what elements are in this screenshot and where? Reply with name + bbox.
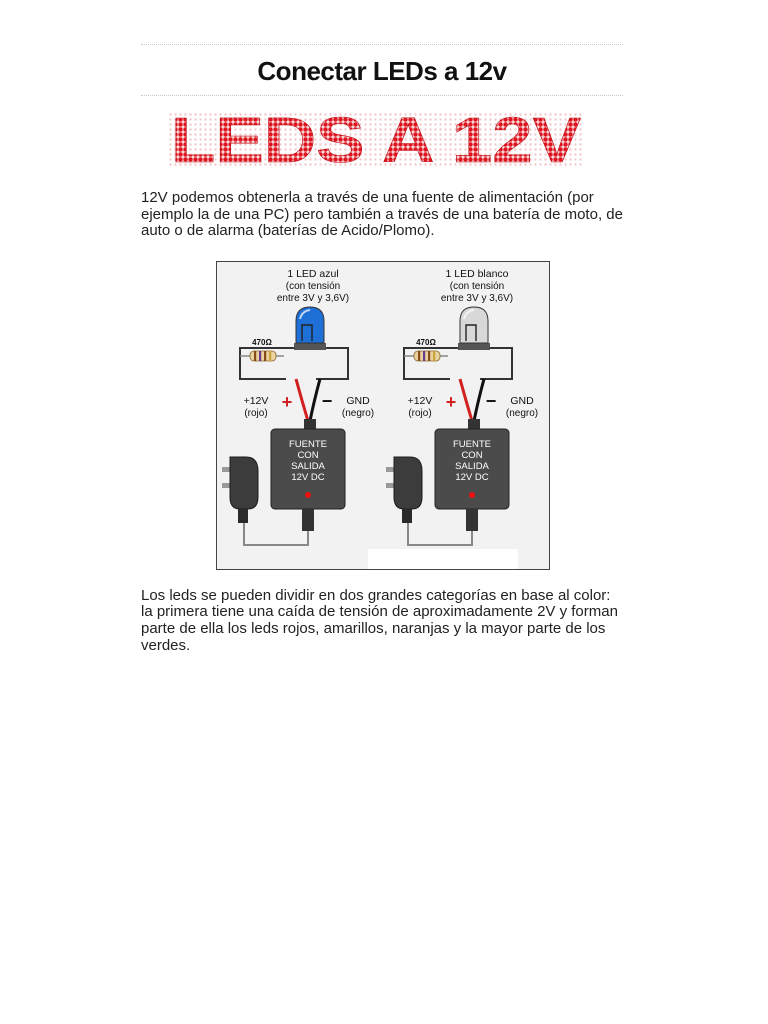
gnd-color-label: (negro) [341,407,375,419]
psu-label: FUENTE [453,438,491,450]
psu-label: FUENTE [289,438,327,450]
plus-12v-label: +12V [243,394,269,407]
plus-sign: + [281,391,293,412]
psu-indicator-led [305,492,311,498]
resistor-icon [250,351,276,361]
plus-sign: + [445,391,457,412]
led-title-label: 1 LED blanco [445,267,509,280]
gnd-label: GND [346,394,370,407]
gnd-color-label: (negro) [505,407,539,419]
resistor-icon [414,351,440,361]
document-page [141,0,623,654]
title-rule-bottom [141,95,623,96]
psu-label: CON [461,449,483,461]
led-icon [294,307,326,350]
page-title: Conectar LEDs a 12v [257,56,507,86]
gnd-label: GND [510,394,534,407]
resistor-label: 470Ω [252,337,272,347]
psu-label: SALIDA [291,460,325,472]
led-voltage-label: (con tensión [449,280,505,292]
leds-banner-image [168,112,584,168]
psu-label: CON [297,449,319,461]
plus-color-label: (rojo) [408,407,432,419]
psu-label: 12V DC [291,471,325,483]
led-title-label: 1 LED azul [287,267,339,280]
plus-12v-label: +12V [407,394,433,407]
led-voltage-label: (con tensión [285,280,341,292]
minus-sign: − [485,390,497,411]
minus-sign: − [321,390,333,411]
psu-label: 12V DC [455,471,489,483]
resistor-label: 470Ω [416,337,436,347]
paragraph-intro: 12V podemos obtenerla a través de una fuente de alimentación (por ejemplo la de una PC) pero también a través de una batería de moto, de auto o de alarma (baterías de Acido/Plomo). [141,189,623,240]
psu-indicator-led [469,492,475,498]
psu-label: SALIDA [455,460,489,472]
banner-text: LEDS A 12V [171,112,582,168]
led-circuit-diagram [216,261,550,570]
plus-color-label: (rojo) [244,407,268,419]
led-icon [458,307,490,350]
paragraph-led-categories: Los leds se pueden dividir en dos grandes categorías en base al color: la primera tiene una caída de tensión de aproximadamente 2V y forman parte de ella los leds rojos, amarillos, naranjas y la mayor parte de los verdes. [141,586,618,654]
led-voltage-label: entre 3V y 3,6V) [440,292,514,304]
led-voltage-label: entre 3V y 3,6V) [276,292,350,304]
